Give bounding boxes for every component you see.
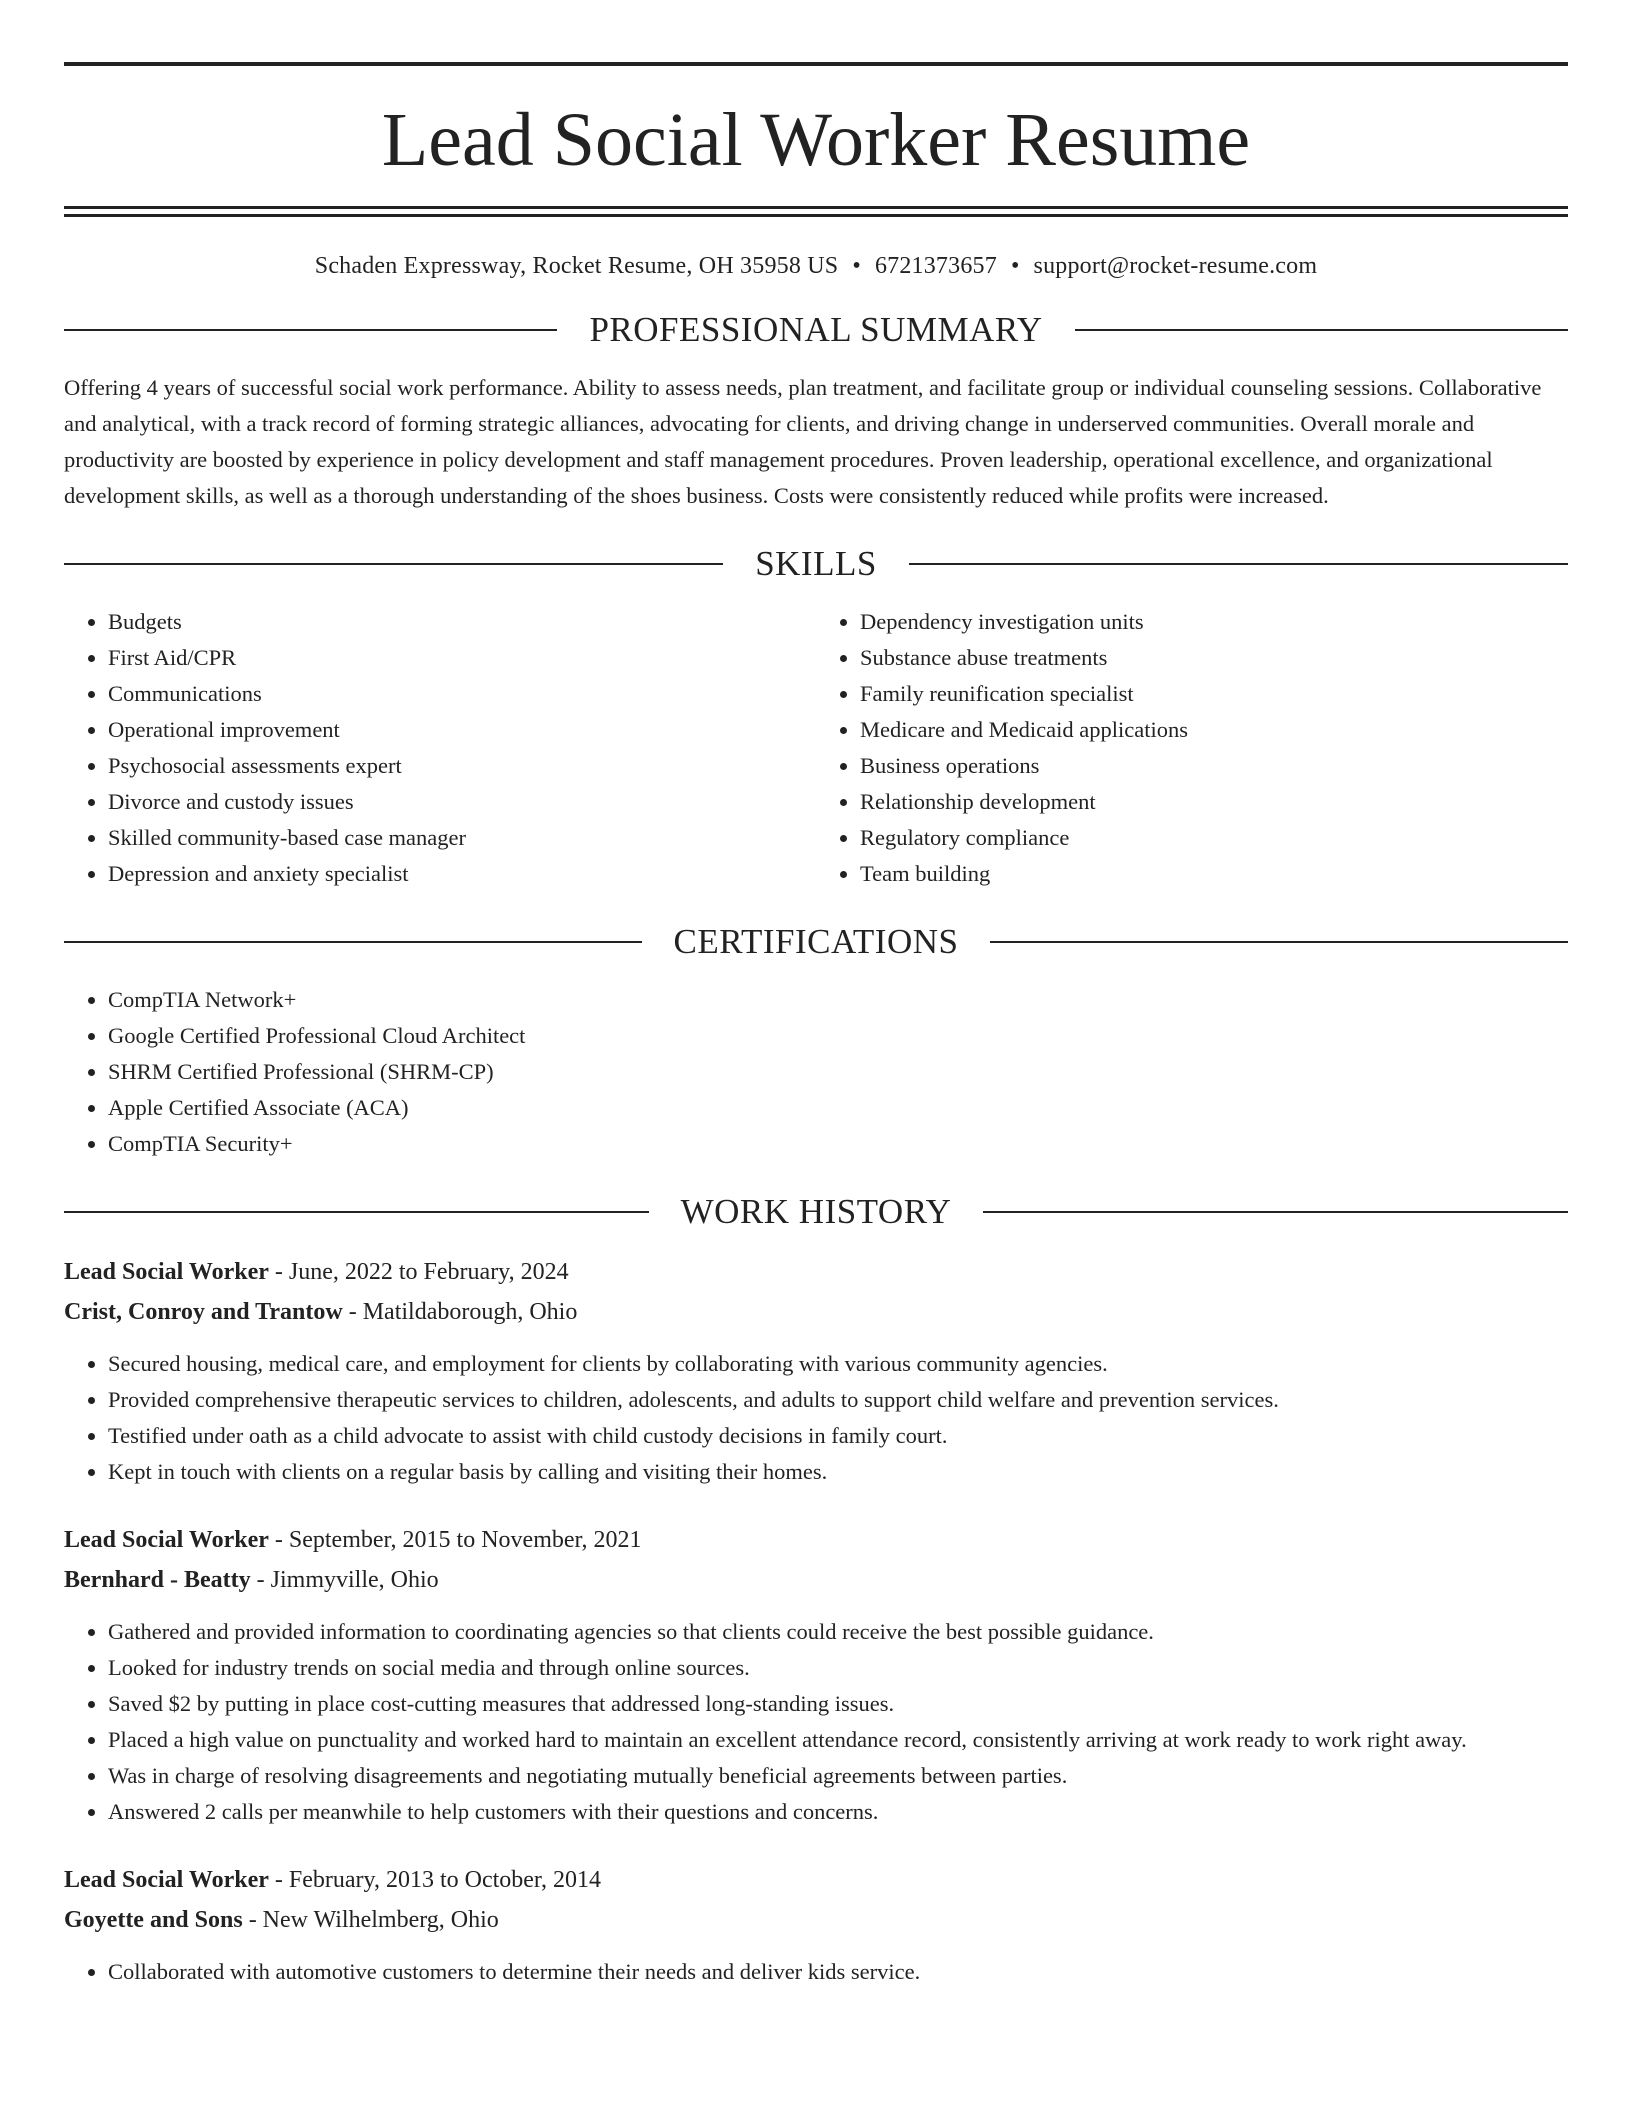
skill-item: • Team building <box>860 856 1568 892</box>
job-bullet: • Kept in touch with clients on a regular basis by calling and visiting their homes. <box>108 1454 1568 1490</box>
skill-item: • Depression and anxiety specialist <box>108 856 816 892</box>
heading-rule-left <box>64 1211 649 1213</box>
skills-list-right <box>816 604 1568 892</box>
job-location: - New Wilhelmberg, Ohio <box>242 1907 499 1933</box>
heading-rule-right <box>1075 329 1568 331</box>
skill-item: • Substance abuse treatments <box>860 640 1568 676</box>
heading-rule-left <box>64 941 642 943</box>
job-entry <box>64 1252 1568 1490</box>
job-bullets <box>64 1346 1568 1490</box>
contact-phone: 6721373657 <box>874 253 997 279</box>
job-bullets <box>64 1614 1568 1830</box>
heading-rule-left <box>64 329 557 331</box>
job-role: Lead Social Worker <box>64 1867 269 1893</box>
job-role-line <box>64 1252 1568 1292</box>
job-location: - Jimmyville, Ohio <box>250 1567 439 1593</box>
section-title: WORK HISTORY <box>680 1192 952 1231</box>
job-bullet: • Secured housing, medical care, and employment for clients by collaborating with various community agencies. <box>108 1346 1568 1382</box>
job-entry <box>64 1520 1568 1830</box>
job-dates: - June, 2022 to February, 2024 <box>268 1259 569 1285</box>
skill-item: • Regulatory compliance <box>860 820 1568 856</box>
contact-line <box>64 253 1568 280</box>
skill-item: • Business operations <box>860 748 1568 784</box>
section-heading-summary <box>64 310 1568 350</box>
skill-item: • Divorce and custody issues <box>108 784 816 820</box>
job-location: - Matildaborough, Ohio <box>342 1299 578 1325</box>
contact-separator: • <box>852 253 861 279</box>
job-company-line <box>64 1560 1568 1600</box>
job-role: Lead Social Worker <box>64 1259 269 1285</box>
certifications-list <box>64 982 1568 1162</box>
job-bullet: • Testified under oath as a child advocate to assist with child custody decisions in family court. <box>108 1418 1568 1454</box>
job-company: Goyette and Sons <box>64 1907 243 1933</box>
job-bullet: • Answered 2 calls per meanwhile to help customers with their questions and concerns. <box>108 1794 1568 1830</box>
contact-email: support@rocket-resume.com <box>1033 253 1318 279</box>
top-rule <box>64 62 1568 66</box>
job-bullet: • Collaborated with automotive customers to determine their needs and deliver kids service. <box>108 1954 1568 1990</box>
job-dates: - September, 2015 to November, 2021 <box>268 1527 642 1553</box>
skill-item: • Skilled community-based case manager <box>108 820 816 856</box>
heading-rule-left <box>64 563 723 565</box>
job-bullet: • Looked for industry trends on social media and through online sources. <box>108 1650 1568 1686</box>
skills-list-left <box>64 604 816 892</box>
page-title: Lead Social Worker Resume <box>381 98 1251 182</box>
skill-item: • Psychosocial assessments expert <box>108 748 816 784</box>
job-company-line <box>64 1292 1568 1332</box>
job-bullet: • Provided comprehensive therapeutic services to children, adolescents, and adults to support child welfare and prevention services. <box>108 1382 1568 1418</box>
certification-item: • CompTIA Network+ <box>108 982 1568 1018</box>
job-role-line <box>64 1520 1568 1560</box>
skill-item: • Communications <box>108 676 816 712</box>
job-bullet: • Placed a high value on punctuality and worked hard to maintain an excellent attendance record, consistently arriving at work ready to work right away. <box>108 1722 1568 1758</box>
skill-item: • Dependency investigation units <box>860 604 1568 640</box>
section-title: PROFESSIONAL SUMMARY <box>589 310 1043 349</box>
title-double-rule <box>64 206 1568 217</box>
job-bullet: • Saved $2 by putting in place cost-cutting measures that addressed long-standing issues. <box>108 1686 1568 1722</box>
skill-item: • Operational improvement <box>108 712 816 748</box>
job-role-line <box>64 1860 1568 1900</box>
contact-separator: • <box>1010 253 1020 279</box>
contact-address: Schaden Expressway, Rocket Resume, OH 35958 US <box>314 253 839 279</box>
heading-rule-right <box>909 563 1568 565</box>
section-heading-work-history <box>64 1192 1568 1232</box>
job-entry <box>64 1860 1568 1990</box>
certification-item: • CompTIA Security+ <box>108 1126 1568 1162</box>
certification-item: • SHRM Certified Professional (SHRM-CP) <box>108 1054 1568 1090</box>
job-dates: - February, 2013 to October, 2014 <box>268 1867 601 1893</box>
certification-item: • Apple Certified Associate (ACA) <box>108 1090 1568 1126</box>
job-role: Lead Social Worker <box>64 1527 269 1553</box>
skills-grid <box>64 604 1568 892</box>
certification-item: • Google Certified Professional Cloud Architect <box>108 1018 1568 1054</box>
professional-summary-text: Offering 4 years of successful social work performance. Ability to assess needs, plan treatment, and facilitate group or individual counseling sessions. Collaborative and analytical, with a track record of forming strategic alliances, advocating for clients, and driving change in underserved communities. Overall morale and productivity are boosted by experience in policy development and staff management procedures. Proven leadership, operational excellence, and organizational development skills, as well as a thorough understanding of the shoes business. Costs were consistently reduced while profits were increased. <box>64 375 1542 508</box>
job-company-line <box>64 1900 1568 1940</box>
heading-rule-right <box>990 941 1568 943</box>
job-company: Bernhard - Beatty <box>64 1567 251 1593</box>
section-title: CERTIFICATIONS <box>673 922 959 961</box>
skill-item: • Medicare and Medicaid applications <box>860 712 1568 748</box>
heading-rule-right <box>983 1211 1568 1213</box>
section-heading-skills <box>64 544 1568 584</box>
section-heading-certifications <box>64 922 1568 962</box>
job-bullet: • Was in charge of resolving disagreements and negotiating mutually beneficial agreements between parties. <box>108 1758 1568 1794</box>
section-title: SKILLS <box>755 544 877 583</box>
skill-item: • Relationship development <box>860 784 1568 820</box>
skill-item: • Budgets <box>108 604 816 640</box>
skill-item: • Family reunification specialist <box>860 676 1568 712</box>
job-bullets <box>64 1954 1568 1990</box>
job-bullet: • Gathered and provided information to coordinating agencies so that clients could receive the best possible guidance. <box>108 1614 1568 1650</box>
job-company: Crist, Conroy and Trantow <box>64 1299 343 1325</box>
skill-item: • First Aid/CPR <box>108 640 816 676</box>
